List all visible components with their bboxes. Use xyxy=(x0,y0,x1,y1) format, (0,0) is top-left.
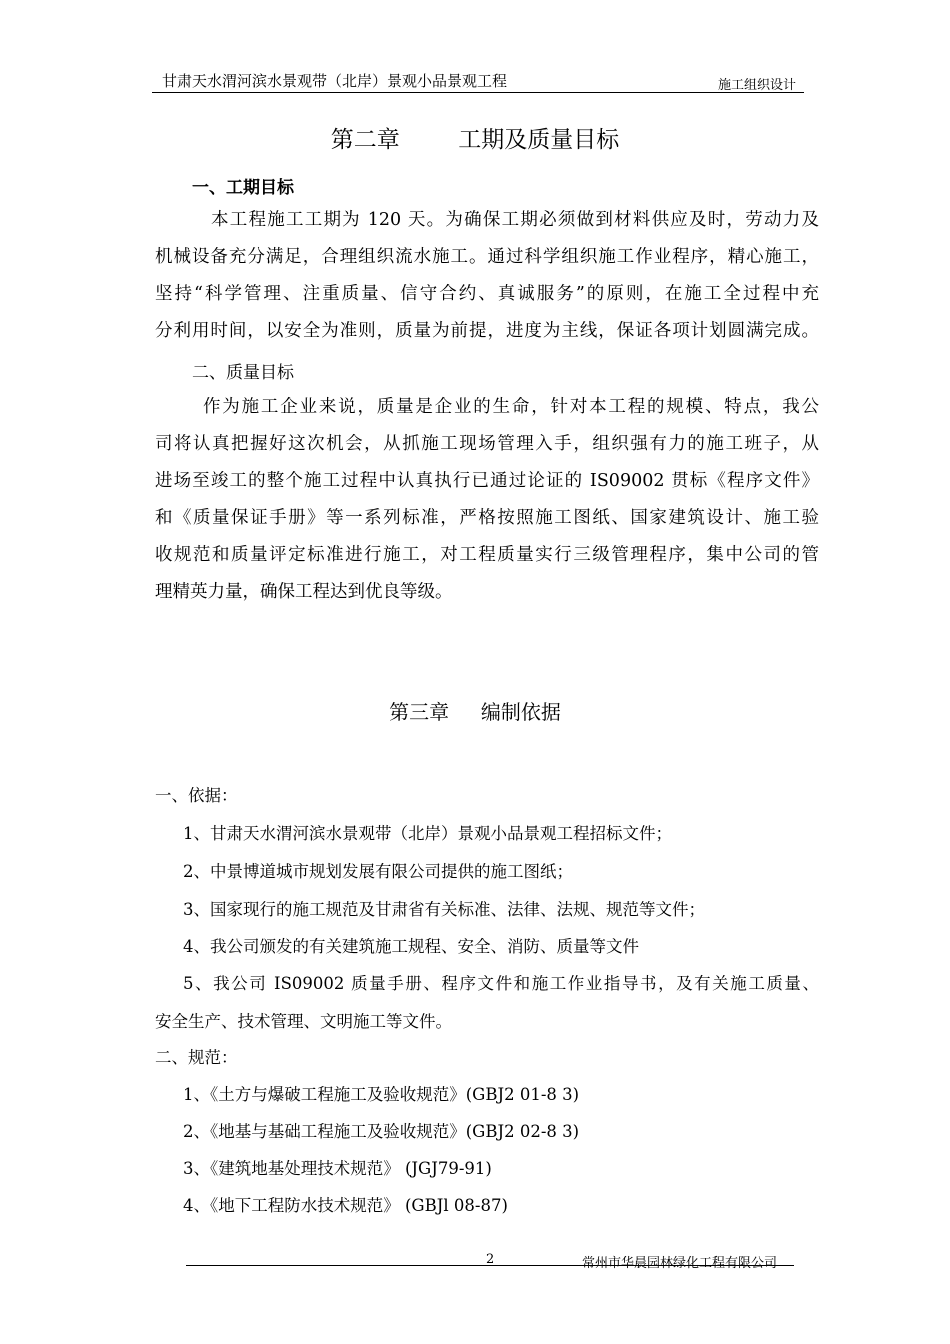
paragraph-line: 分利用时间，以安全为准则，质量为前提，进度为主线，保证各项计划圆满完成。 xyxy=(155,321,819,341)
paragraph-line: 坚持“科学管理、注重质量、信守合约、真诚服务”的原则，在施工全过程中充 xyxy=(155,284,819,304)
paragraph-line: 机械设备充分满足，合理组织流水施工。通过科学组织施工作业程序，精心施工， xyxy=(155,247,819,267)
list-item: 3、《建筑地基处理技术规范》 (JGJ79-91) xyxy=(183,1159,492,1178)
page-header xyxy=(152,66,804,93)
list-item: 1、甘肃天水渭河滨水景观带（北岸）景观小品景观工程招标文件； xyxy=(183,824,672,843)
list-item: 5、我公司 IS09002 质量手册、程序文件和施工作业指导书，及有关施工质量、 xyxy=(183,974,819,993)
paragraph-line: 进场至竣工的整个施工过程中认真执行已通过论证的 IS09002 贯标《程序文件》 xyxy=(155,471,819,491)
norms-label: 二、规范： xyxy=(155,1048,238,1067)
list-item: 3、国家现行的施工规范及甘肃省有关标准、法律、法规、规范等文件； xyxy=(183,900,705,919)
chapter2-title: 第二章 工期及质量目标 xyxy=(330,127,620,153)
list-item: 4、《地下工程防水技术规范》 (GBJl 08-87) xyxy=(183,1196,508,1215)
section-heading-schedule: 一、工期目标 xyxy=(192,178,294,198)
section-heading-quality: 二、质量目标 xyxy=(192,363,294,383)
header-project-title: 甘肃天水渭河滨水景观带（北岸）景观小品景观工程 xyxy=(162,72,508,90)
paragraph-line: 司将认真把握好这次机会，从抓施工现场管理入手，组织强有力的施工班子，从 xyxy=(155,434,819,454)
paragraph-line: 收规范和质量评定标准进行施工，对工程质量实行三级管理程序，集中公司的管 xyxy=(155,545,819,565)
list-item: 4、我公司颁发的有关建筑施工规程、安全、消防、质量等文件 xyxy=(183,937,639,956)
list-item: 2、中景博道城市规划发展有限公司提供的施工图纸； xyxy=(183,862,573,881)
paragraph-line: 和《质量保证手册》等一系列标准，严格按照施工图纸、国家建筑设计、施工验 xyxy=(155,508,819,528)
list-item: 2、《地基与基础工程施工及验收规范》(GBJ2 02-8 3) xyxy=(183,1122,580,1141)
paragraph-line: 本工程施工工期为 120 天。为确保工期必须做到材料供应及时，劳动力及 xyxy=(211,210,819,230)
schedule-paragraph xyxy=(155,202,819,350)
list-item: 1、《土方与爆破工程施工及验收规范》(GBJ2 01-8 3) xyxy=(183,1085,580,1104)
basis-label: 一、依据： xyxy=(155,786,238,805)
paragraph-line: 作为施工企业来说，质量是企业的生命，针对本工程的规模、特点，我公 xyxy=(203,397,819,417)
chapter3-title: 第三章 编制依据 xyxy=(389,700,561,724)
paragraph-line: 理精英力量，确保工程达到优良等级。 xyxy=(155,582,453,602)
quality-paragraph xyxy=(155,389,819,611)
header-doc-type: 施工组织设计 xyxy=(717,78,796,93)
page-number: 2 xyxy=(486,1252,495,1267)
footer-company: 常州市华晨园林绿化工程有限公司 xyxy=(582,1256,778,1271)
list-item: 安全生产、技术管理、文明施工等文件。 xyxy=(155,1012,452,1031)
